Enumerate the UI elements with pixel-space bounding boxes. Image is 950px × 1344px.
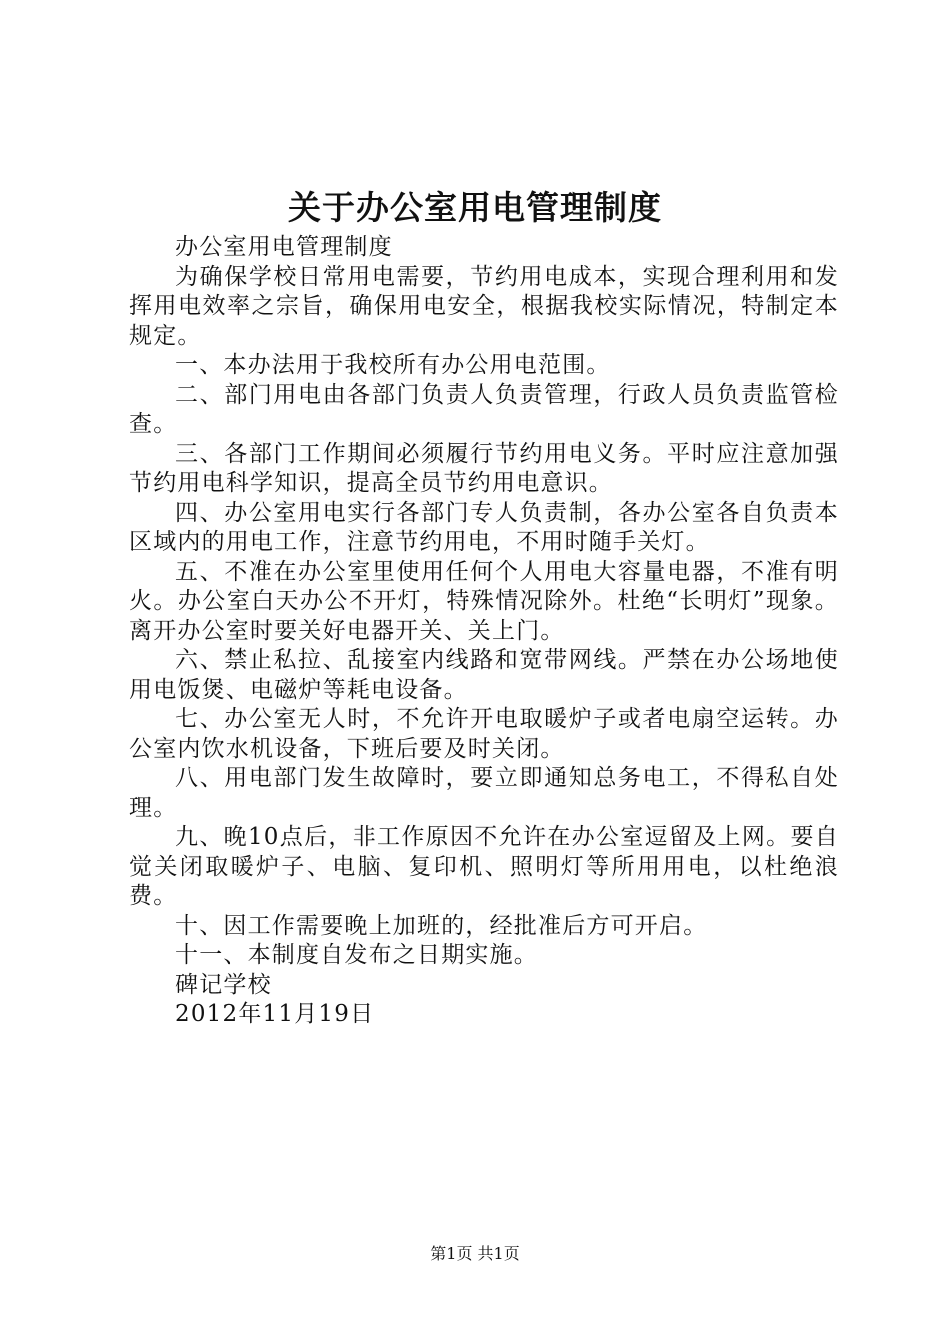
paragraph-rule-6: 六、禁止私拉、乱接室内线路和宽带网线。严禁在办公场地使用电饭煲、电磁炉等耗电设备。 [129, 647, 839, 703]
paragraph-rule-4: 四、办公室用电实行各部门专人负责制，各办公室各自负责本区域内的用电工作，注意节约用电，不用时随手关灯。 [129, 499, 839, 555]
paragraph-rule-7: 七、办公室无人时，不允许开电取暖炉子或者电扇空运转。办公室内饮水机设备，下班后要及时关闭。 [129, 706, 839, 762]
document-body [129, 233, 839, 1030]
paragraph-rule-2: 二、部门用电由各部门负责人负责管理，行政人员负责监管检查。 [129, 381, 839, 437]
paragraph-subtitle: 办公室用电管理制度 [175, 234, 393, 260]
paragraph-rule-8: 八、用电部门发生故障时，要立即通知总务电工，不得私自处理。 [129, 765, 839, 821]
paragraph-rule-9: 九、晚10点后，非工作原因不允许在办公室逗留及上网。要自觉关闭取暖炉子、电脑、复印机、照明灯等所用用电，以杜绝浪费。 [129, 824, 839, 909]
paragraph-intro: 为确保学校日常用电需要，节约用电成本，实现合理利用和发挥用电效率之宗旨，确保用电安全，根据我校实际情况，特制定本规定。 [129, 263, 839, 349]
signature-date: 2012年11月19日 [175, 1001, 375, 1027]
paragraph-rule-1: 一、本办法用于我校所有办公用电范围。 [175, 352, 611, 378]
paragraph-rule-11: 十一、本制度自发布之日期实施。 [175, 942, 538, 968]
document-title: 关于办公室用电管理制度 [288, 188, 662, 227]
signature-school: 碑记学校 [175, 971, 272, 998]
paragraph-rule-3: 三、各部门工作期间必须履行节约用电义务。平时应注意加强节约用电科学知识，提高全员节约用电意识。 [129, 440, 839, 496]
paragraph-rule-5: 五、不准在办公室里使用任何个人用电大容量电器，不准有明火。办公室白天办公不开灯，特殊情况除外。杜绝“长明灯”现象。离开办公室时要关好电器开关、关上门。 [129, 558, 839, 644]
paragraph-rule-10: 十、因工作需要晚上加班的，经批准后方可开启。 [175, 912, 708, 939]
page-footer: 第1页 共1页 [430, 1244, 520, 1263]
